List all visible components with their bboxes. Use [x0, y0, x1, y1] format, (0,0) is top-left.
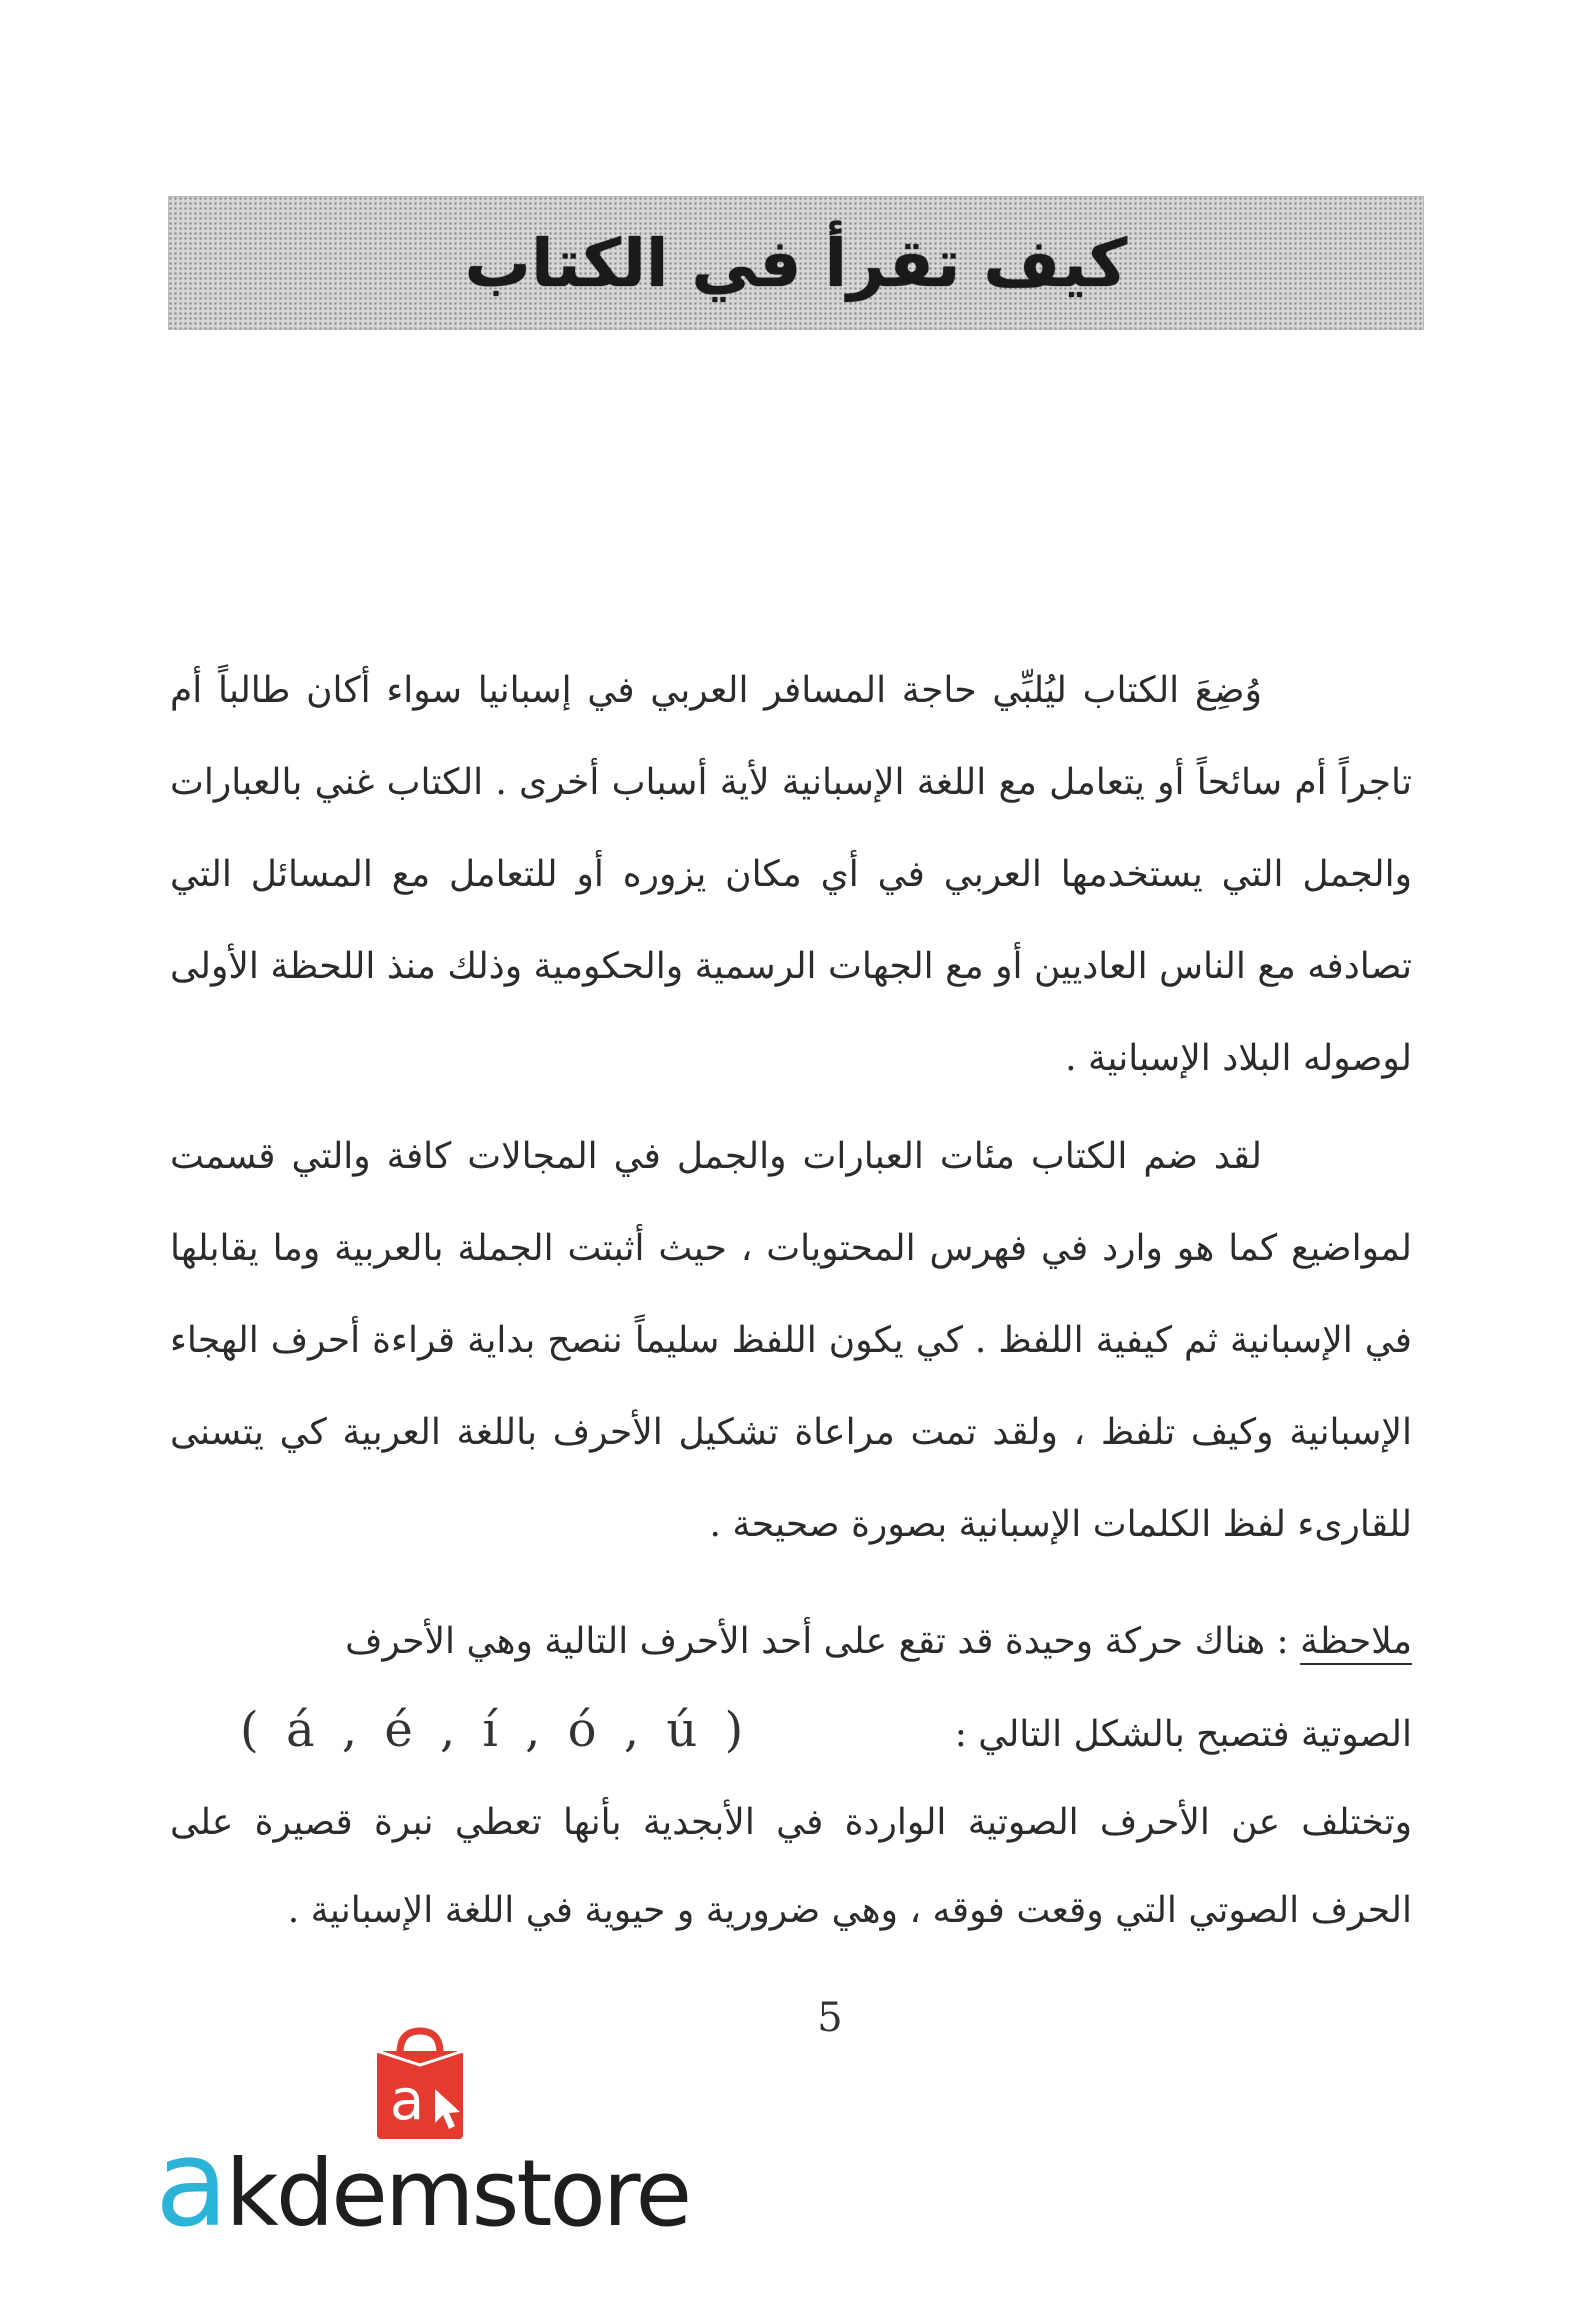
- title-banner: [168, 196, 1424, 330]
- note-line-2: [170, 1686, 1412, 1779]
- note-line-1: [170, 1598, 1412, 1686]
- brand-wordmark: akdemstore: [155, 2115, 690, 2254]
- watermark-logo: [155, 2025, 690, 2254]
- note-text-2: الصوتية فتصبح بالشكل التالي :: [954, 1714, 1412, 1755]
- note-line-3: وتختلف عن الأحرف الصوتية الواردة في الأبجدية بأنها تعطي نبرة قصيرة على الحرف الصوتي التي وقعت فوقه ، وهي ضرورية و حيوية في اللغة الإسبانية .: [170, 1802, 1412, 1931]
- note-label: ملاحظة: [1300, 1621, 1412, 1662]
- note-block: [170, 1598, 1412, 1955]
- page-number: 5: [817, 1995, 843, 2041]
- page-title: كيف تقرأ في الكتاب: [464, 224, 1128, 302]
- accented-vowels: ( á , é , í , ó , ú ): [240, 1702, 750, 1758]
- body-text: [170, 645, 1412, 1571]
- svg-text:a: a: [389, 2068, 425, 2133]
- paragraph-contents: لقد ضم الكتاب مئات العبارات والجمل في المجالات كافة والتي قسمت لمواضيع كما هو وارد في فهرس المحتويات ، حيث أثبتت الجملة بالعربية وما يقابلها في الإسبانية ثم كيفية اللفظ . كي يكون اللفظ سليماً ننصح بداية قراءة أحرف الهجاء الإسبانية وكيف تلفظ ، ولقد تمت مراعاة تشكيل الأحرف باللغة العربية كي يتسنى للقارىء لفظ الكلمات الإسبانية بصورة صحيحة .: [170, 1136, 1412, 1545]
- note-text-1: : هناك حركة وحيدة قد تقع على أحد الأحرف التالية وهي الأحرف: [345, 1621, 1289, 1662]
- paragraph-intro: وُضِعَ الكتاب ليُلبِّي حاجة المسافر العربي في إسبانيا سواء أكان طالباً أم تاجراً أم سائحاً أو يتعامل مع اللغة الإسبانية لأية أسباب أخرى . الكتاب غني بالعبارات والجمل التي يستخدمها العربي في أي مكان يزوره أو للتعامل مع المسائل التي تصادفه مع الناس العاديين أو مع الجهات الرسمية والحكومية وذلك منذ اللحظة الأولى لوصوله البلاد الإسبانية .: [170, 670, 1412, 1079]
- book-cart-icon: [355, 2025, 485, 2145]
